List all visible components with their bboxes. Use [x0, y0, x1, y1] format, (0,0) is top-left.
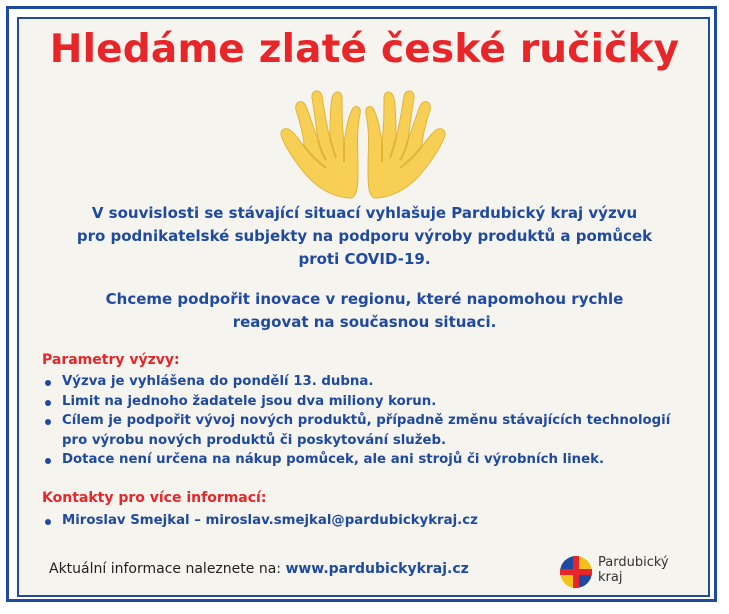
contact-text: Miroslav Smejkal – miroslav.smejkal@pardubickykraj.cz — [62, 513, 478, 528]
contacts-list — [42, 511, 478, 531]
list-item — [42, 511, 478, 531]
website-link[interactable]: www.pardubickykraj.cz — [285, 561, 469, 577]
page-title: Hledáme zlaté české ručičky — [49, 27, 680, 72]
contacts-heading: Kontakty pro více informací: — [42, 490, 267, 506]
intro-paragraph-2 — [40, 288, 689, 334]
list-item-text: Výzva je vyhlášena do pondělí 13. dubna. — [62, 374, 374, 389]
parameters-heading: Parametry výzvy: — [42, 352, 180, 368]
logo-text — [598, 555, 669, 585]
intro-line: Chceme podpořit inovace v regionu, které napomohou rychle — [105, 290, 624, 308]
list-item-text: Limit na jednoho žadatele jsou dva miliony korun. — [62, 393, 437, 409]
list-item-text: Dotace není určena na nákup pomůcek, ale ani strojů či výrobních linek. — [62, 452, 605, 467]
logo-line: kraj — [598, 570, 623, 585]
intro-line: V souvislosti se stávající situací vyhlašuje Pardubický kraj výzvu — [91, 204, 638, 222]
logo-line: Pardubický — [598, 555, 669, 570]
footer-text: Aktuální informace naleznete na: — [49, 561, 286, 577]
intro-paragraph-1 — [40, 202, 689, 271]
list-item — [42, 450, 670, 470]
pardubicky-kraj-logo — [558, 555, 594, 589]
bullet-icon — [45, 519, 51, 525]
intro-line: reagovat na současnou situaci. — [232, 313, 497, 331]
list-item — [42, 411, 670, 431]
bullet-icon — [45, 380, 51, 386]
intro-line: pro podnikatelské subjekty na podporu výroby produktů a pomůcek — [76, 227, 653, 245]
bullet-icon — [45, 400, 51, 406]
list-item — [42, 392, 670, 412]
bullet-icon — [45, 419, 51, 425]
list-item — [42, 372, 670, 392]
list-item-text: pro výrobu nových produktů či poskytování služeb. — [62, 432, 447, 448]
list-item-text: Cílem je podpořit vývoj nových produktů, případně změnu stávajících technologií — [62, 413, 671, 428]
list-item-continuation — [42, 431, 670, 451]
parameters-list — [42, 372, 670, 470]
raised-hands-icon — [272, 88, 454, 200]
footer — [49, 561, 469, 577]
bullet-icon — [45, 458, 51, 464]
intro-line: proti COVID-19. — [298, 250, 431, 268]
